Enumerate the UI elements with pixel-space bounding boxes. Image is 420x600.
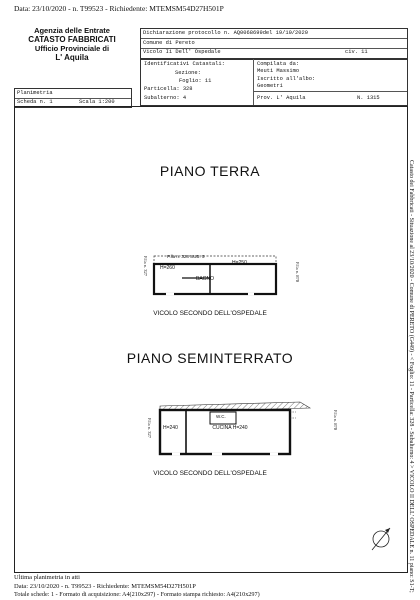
ground-room-bagno: BAGNO [196,276,215,282]
civ-text: civ. 11 [345,49,368,55]
office-label: Ufficio Provinciale di [34,44,110,53]
identifiers-title: Identificativi Catastali: [144,61,225,67]
sezione-label: Sezione: [175,70,201,76]
subalterno-value: Subalterno: 4 [144,95,187,101]
albo-label: Iscritto all'albo: [257,76,316,82]
ground-neighbor-sub5: P.lla n. 328 SUB. 5 [167,254,205,259]
ground-neighbor-right: P.lla n. 870 [295,262,300,283]
side-catasto-text: Catasto dei Fabbricati - Situazione al 23/10/2020 - Comune di PERETO (G449) - < Foglio: 11 - Particella: 328 - Subalterno: 4 > VICOLO II DELL' OSPEDALE n. 11 piano: S1-T; [408,160,414,593]
foglio-value: Foglio: 11 [179,78,212,84]
ground-neighbor-left: P.lla n. 327 [143,256,148,277]
ground-floor-plan [140,248,290,300]
last-plan-note: Ultima planimetria in atti [14,574,80,581]
address-text: Vicolo Ii Dell' Ospedale [143,49,221,55]
north-arrow-icon [368,526,394,552]
declaration-box [140,28,408,60]
comune-text: Comune di Pereto [143,40,195,46]
street-label-ground: VICOLO SECONDO DELL'OSPEDALE [153,310,267,317]
footer-request-line: Data: 23/10/2020 - n. T99523 - Richiedente: MTEMSM54D27H501P [14,583,196,590]
basement-room-wc: W.C. [216,414,226,419]
header-request-line: Data: 23/10/2020 - n. T99523 - Richiedente: MTEMSM54D27H501P [14,4,224,13]
floor-title-basement: PIANO SEMINTERRATO [126,350,294,366]
floor-title-ground: PIANO TERRA [159,163,261,179]
catasto-title: CATASTO FABBRICATI [28,35,116,44]
scheda-box [14,88,132,108]
footer-format-line: Totale schede: 1 - Formato di acquisizione: A4(210x297) - Formato stampa richiesto: A4(210x297) [14,591,260,598]
register-number: N. 1315 [357,95,380,101]
compiled-label: Compilata da: [257,61,300,67]
basement-neighbor-right: P.lla n. 870 [333,410,338,431]
planimetria-label: Planimetria [17,90,53,96]
street-label-basement: VICOLO SECONDO DELL'OSPEDALE [153,470,267,477]
identifiers-box [140,58,408,106]
office-city: L' Aquila [55,53,89,62]
particella-value: Particella: 328 [144,86,193,92]
basement-room-height: H=240 [163,425,178,431]
ground-room-height-2: H=250 [232,260,247,266]
agency-name: Agenzia delle Entrate [34,26,110,35]
albo-value: Geometri [257,83,283,89]
basement-room-cucina: CUCINA H=240 [212,425,248,431]
scheda-number: Scheda n. 1 [17,99,53,105]
agency-block [14,18,130,74]
province-text: Prov. L' Aquila [257,95,306,101]
scale-value: Scala 1:200 [79,99,115,105]
compiled-name: Meuti Massimo [257,68,300,74]
ground-room-height-1: H=260 [160,265,175,271]
protocol-text: Dichiarazione protocollo n. AQ0068699del 19/10/2020 [143,30,308,36]
basement-neighbor-left: P.lla n. 327 [147,418,152,439]
